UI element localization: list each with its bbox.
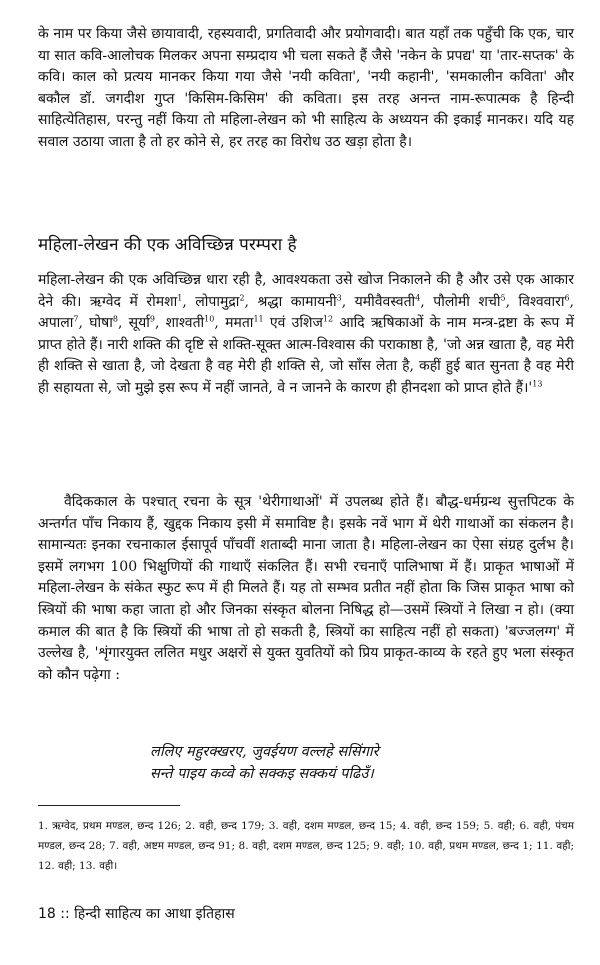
paragraph-theri-gatha: वैदिककाल के पश्चात् रचना के सूत्र 'थेरीगाथाओं' में उपलब्ध होते हैं। बौद्ध-धर्मग्रन्थ सुत्तपिटक के अन्तर्गत पाँच निकाय हैं, खुद्दक निकाय इसी में समाविष्ट है। इसके नवें भाग में थेरी गाथाओं का संकलन है। सामान्यतः इनका रचनाकाल ईसापूर्व पाँचवीं शताब्दी माना जाता है। महिला-लेखन का ऐसा संग्रह दुर्लभ है। इसमें लगभग 100 भिक्षुणियों की गाथाएँ संकलित हैं। सभी रचनाएँ पालिभाषा में हैं। प्राकृत भाषाओं में महिला-लेखन के संकेत स्फुट रूप में ही मिलते हैं। यह तो सम्भव प्रतीत नहीं होता कि जिस प्राकृत भाषा को स्त्रियों की भाषा कहा जाता हो और जिनका संस्कृत बोलना निषिद्ध हो—उसमें स्त्रियों ने लिखा न हो। (क्या कमाल की बात है कि स्त्रियों की भाषा तो हो सकती है, स्त्रियों का साहित्य नहीं हो सकता) 'बज्जलग्ग' में उल्लेख है, 'शृंगारयुक्त ललित मधुर अक्षरों से युक्त युवतियों को प्रिय प्राकृत-काव्य के रहते हुए भला संस्कृत को कौन पढ़ेगा : (38, 494, 574, 683)
verse-line-2: सन्ते पाइय कव्वे को सक्कइ सक्कयं पढिउँ। (150, 766, 374, 782)
footnote-ref[interactable]: 3 (336, 292, 342, 302)
footnote-ref[interactable]: 10 (204, 314, 215, 324)
footer-separator: :: (60, 906, 70, 922)
footnote-ref[interactable]: 2 (239, 292, 245, 302)
footnote-ref[interactable]: 6 (564, 292, 570, 302)
footnote-ref[interactable]: 9 (149, 314, 155, 324)
page-footer (38, 904, 235, 923)
footnote-ref[interactable]: 13 (532, 379, 543, 389)
verse-line-1: ललिए महुरक्खरए, जुवईयण वल्लहे ससिंगारे (150, 744, 379, 760)
prakrit-verse (150, 741, 379, 785)
footnote-ref[interactable]: 8 (112, 314, 118, 324)
page-number: 18 (38, 906, 56, 922)
footnote-ref[interactable]: 12 (322, 314, 334, 324)
footnote-ref[interactable]: 4 (415, 292, 421, 302)
footnote-ref[interactable]: 1 (177, 292, 183, 302)
footnote-ref[interactable]: 11 (253, 314, 264, 324)
footnote-ref[interactable]: 5 (500, 292, 506, 302)
book-title: हिन्दी साहित्य का आधा इतिहास (74, 906, 235, 922)
footnotes: 1. ऋग्वेद, प्रथम मण्डल, छन्द 126; 2. वही, छन्द 179; 3. वही, दशम मण्डल, छन्द 15; 4. वही, छन्द 159; 5. वही; 6. वही, पंचम मण्डल, छन्द 28; 7. वही, अष्टम मण्डल, छन्द 91; 8. वही, दशम मण्डल, छन्द 125; 9. वही; 10. वही, प्रथम मण्डल, छन्द 1; 11. वही; 12. वही; 13. वही। (38, 820, 574, 872)
paragraph-intro: के नाम पर किया जैसे छायावादी, रहस्यवादी, प्रगतिवादी और प्रयोगवादी। बात यहाँ तक पहुँची कि एक, चार या सात कवि-आलोचक मिलकर अपना सम्प्रदाय भी चला सकते हैं जैसे 'नकेन के प्रपद्य' या 'तार-सप्तक' के कवि। काल को प्रत्यय मानकर किया गया जैसे 'नयी कविता', 'नयी कहानी', 'समकालीन कविता' और बकौल डॉ. जगदीश गुप्त 'किसिम-किसिम' की कविता। इस तरह अनन्त नाम-रूपात्मक है हिन्दी साहित्येतिहास, परन्तु नहीं किया तो महिला-लेखन को भी साहित्य के अध्ययन की इकाई मानकर। यदि यह सवाल उठाया जाता है तो हर कोने से, हर तरह का विरोध उठ खड़ा होता है। (38, 26, 574, 150)
footnote-ref[interactable]: 7 (73, 314, 79, 324)
section-heading: महिला-लेखन की एक अविच्छिन्न परम्परा है (38, 235, 297, 255)
footnote-divider (38, 805, 180, 806)
paragraph-rigveda: महिला-लेखन की एक अविच्छिन्न धारा रही है, आवश्यकता उसे खोज निकालने की है और उसे एक आकार देने की। ऋग्वेद में रोमशा$^1$, लोपामुद्रा$^2$, श्रद्धा कामायनी$^3$, यमीवैवस्वती$^4$, पौलोमी शची$^5$, विश्ववारा$^6$, अपाला$^7$, घोषा$^8$, सूर्या$^9$, शाश्वती$^{10}$, ममता$^{11}$ एवं उशिज$^{12}$ आदि ऋषिकाओं के नाम मन्त्र-द्रष्टा के रूप में प्राप्त होते हैं। नारी शक्ति की दृष्टि से शक्ति-सूक्त आत्म-विश्वास की पराकाष्ठा है, 'जो अन्न खाता है, वह मेरी ही शक्ति से खाता है, जो देखता है वह मेरी ही शक्ति से, जो साँस लेता है, कहीं हुई बात सुनता है वह मेरी ही सहायता से, जो मुझे इस रूप में नहीं जानते, वे न जानने के कारण ही हीनदशा को प्राप्त होते $हैं।'^{13}$ (38, 272, 574, 396)
